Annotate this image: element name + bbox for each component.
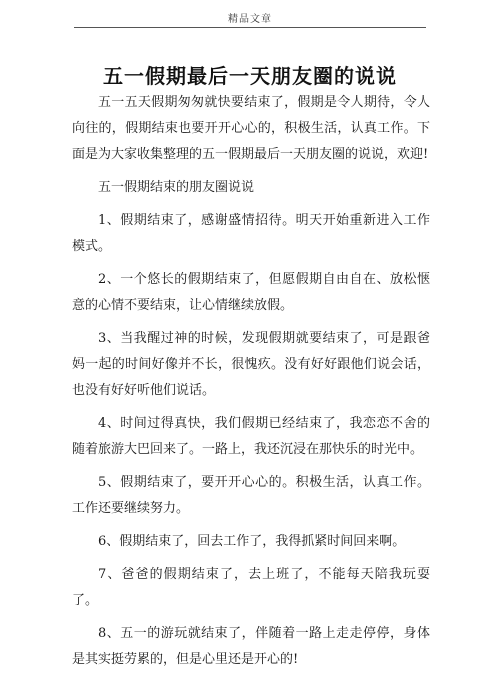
header-label: 精品文章 [228,14,272,25]
section-heading: 五一假期结束的朋友圈说说 [98,180,255,195]
list-item: 5、假期结束了，要开开心心的。积极生活，认真工作。工作还要继续努力。 [72,475,430,516]
list-item: 8、五一的游玩就结束了，伴随着一路上走走停停，身体是其实挺劳累的，但是心里还是开心的! [72,626,430,667]
list-item: 6、假期结束了，回去工作了，我得抓紧时间回来啊。 [98,534,406,549]
list-item: 1、假期结束了，感谢盛情招待。明天开始重新进入工作模式。 [72,213,430,254]
article-title: 五一假期最后一天朋友圈的说说 [103,64,397,88]
header-divider [74,27,426,28]
intro-paragraph: 五一五天假期匆匆就快要结束了，假期是令人期待，令人向往的，假期结束也要开开心心的，积极生活，认真工作。下面是为大家收集整理的五一假期最后一天朋友圈的说说，欢迎! [72,95,430,162]
page-bottom-fade [0,552,500,566]
list-item: 3、当我醒过神的时候，发现假期就要结束了，可是跟爸妈一起的时间好像并不长，很愧疚。没有好好跟他们说会话，也没有好好听他们说话。 [72,331,430,398]
list-item: 2、一个悠长的假期结束了，但愿假期自由自在、放松惬意的心情不要结束，让心情继续放假。 [72,272,430,313]
list-item: 4、时间过得真快，我们假期已经结束了，我恋恋不舍的随着旅游大巴回来了。一路上，我还沉浸在那快乐的时光中。 [72,416,430,457]
list-item: 7、爸爸的假期结束了，去上班了，不能每天陪我玩耍了。 [72,567,430,608]
article-body [72,90,430,680]
